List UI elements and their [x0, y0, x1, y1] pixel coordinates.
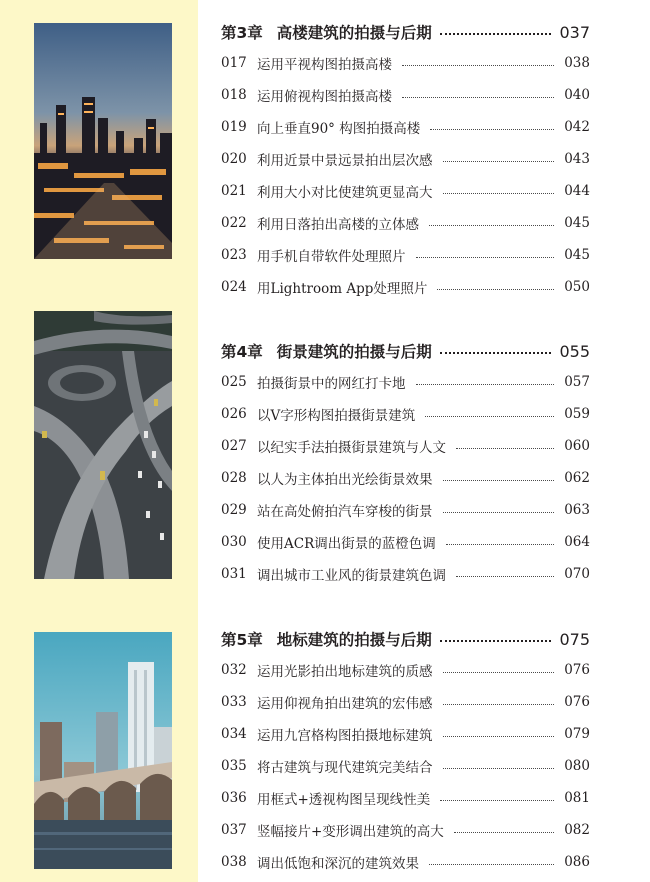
entry-number: 034 — [221, 726, 247, 742]
toc-entry[interactable] — [221, 467, 590, 489]
toc-entry[interactable] — [221, 659, 590, 681]
toc-entry[interactable] — [221, 244, 590, 266]
toc-entry[interactable] — [221, 723, 590, 745]
entry-number: 018 — [221, 87, 247, 103]
entry-title: 运用仰视角拍出建筑的宏伟感 — [257, 696, 433, 712]
entry-title: 以人为主体拍出光绘街景效果 — [257, 472, 433, 488]
toc-entry[interactable] — [221, 787, 590, 809]
bridge-and-skyscrapers-photo — [34, 632, 172, 869]
toc-entry[interactable] — [221, 212, 590, 234]
entry-page: 050 — [564, 279, 590, 295]
entry-number: 030 — [221, 534, 247, 550]
toc-entry[interactable] — [221, 499, 590, 521]
entry-page: 038 — [564, 55, 590, 71]
entry-number: 023 — [221, 247, 247, 263]
entry-page: 076 — [564, 694, 590, 710]
entry-title: 运用平视构图拍摄高楼 — [257, 57, 392, 73]
dot-leader — [443, 161, 555, 162]
entry-number: 026 — [221, 406, 247, 422]
entry-page: 044 — [564, 183, 590, 199]
entry-number: 037 — [221, 822, 247, 838]
entry-page: 082 — [564, 822, 590, 838]
chapter-number: 第5章 — [221, 631, 263, 649]
entry-page: 057 — [564, 374, 590, 390]
entry-number: 019 — [221, 119, 247, 135]
entry-number: 025 — [221, 374, 247, 390]
dot-leader — [446, 544, 554, 545]
entry-title: 利用大小对比使建筑更显高大 — [257, 185, 433, 201]
toc-entry[interactable] — [221, 819, 590, 841]
dot-leader — [429, 864, 554, 865]
toc-entry[interactable] — [221, 84, 590, 106]
dot-leader — [456, 576, 554, 577]
entry-title: 用框式+透视构图呈现线性美 — [257, 792, 431, 808]
toc-entry[interactable] — [221, 435, 590, 457]
chapter-page: 055 — [559, 341, 590, 361]
entry-number: 036 — [221, 790, 247, 806]
dot-leader — [443, 768, 555, 769]
dot-leader — [443, 193, 555, 194]
entry-title: 调出低饱和深沉的建筑效果 — [257, 856, 419, 872]
entry-number: 021 — [221, 183, 247, 199]
entry-title: 以V字形构图拍摄街景建筑 — [257, 408, 416, 424]
entry-page: 086 — [564, 854, 590, 870]
toc-entry[interactable] — [221, 180, 590, 202]
toc-entry[interactable] — [221, 148, 590, 170]
toc-entry[interactable] — [221, 371, 590, 393]
entry-title: 竖幅接片+变形调出建筑的高大 — [257, 824, 444, 840]
entry-page: 080 — [564, 758, 590, 774]
dot-leader — [425, 416, 554, 417]
chapter-heading[interactable] — [221, 339, 590, 363]
toc-entry[interactable] — [221, 116, 590, 138]
entry-title: 调出城市工业风的街景建筑色调 — [257, 568, 446, 584]
dot-leader — [454, 832, 554, 833]
toc-entry[interactable] — [221, 403, 590, 425]
entry-number: 032 — [221, 662, 247, 678]
dot-leader — [402, 65, 554, 66]
chapter-number: 第4章 — [221, 343, 263, 361]
dot-leader — [440, 640, 552, 642]
entry-title: 将古建筑与现代建筑完美结合 — [257, 760, 433, 776]
toc-entry[interactable] — [221, 755, 590, 777]
entry-number: 031 — [221, 566, 247, 582]
entry-number: 020 — [221, 151, 247, 167]
entry-page: 064 — [564, 534, 590, 550]
entry-page: 045 — [564, 215, 590, 231]
entry-number: 035 — [221, 758, 247, 774]
dot-leader — [430, 129, 554, 130]
dot-leader — [402, 97, 554, 98]
dot-leader — [440, 352, 552, 354]
entry-page: 042 — [564, 119, 590, 135]
entry-page: 076 — [564, 662, 590, 678]
entry-title: 站在高处俯拍汽车穿梭的街景 — [257, 504, 433, 520]
dot-leader — [443, 736, 555, 737]
entry-number: 027 — [221, 438, 247, 454]
entry-page: 059 — [564, 406, 590, 422]
entry-page: 063 — [564, 502, 590, 518]
toc-entry[interactable] — [221, 52, 590, 74]
highway-interchange-aerial-photo — [34, 311, 172, 579]
chapter-page: 037 — [559, 22, 590, 42]
entry-title: 以纪实手法拍摄街景建筑与人文 — [257, 440, 446, 456]
entry-page: 040 — [564, 87, 590, 103]
entry-title: 利用日落拍出高楼的立体感 — [257, 217, 419, 233]
city-night-skyline-photo — [34, 23, 172, 259]
chapter-heading[interactable] — [221, 20, 590, 44]
chapter-number: 第3章 — [221, 24, 263, 42]
dot-leader — [443, 672, 555, 673]
chapter-title: 高楼建筑的拍摄与后期 — [276, 24, 432, 42]
entry-number: 024 — [221, 279, 247, 295]
entry-page: 062 — [564, 470, 590, 486]
chapter-title: 街景建筑的拍摄与后期 — [276, 343, 432, 361]
chapter-title: 地标建筑的拍摄与后期 — [276, 631, 432, 649]
entry-number: 029 — [221, 502, 247, 518]
toc-entry[interactable] — [221, 563, 590, 585]
chapter-page: 075 — [559, 629, 590, 649]
entry-number: 038 — [221, 854, 247, 870]
toc-entry[interactable] — [221, 691, 590, 713]
entry-number: 017 — [221, 55, 247, 71]
dot-leader — [440, 800, 554, 801]
entry-page: 079 — [564, 726, 590, 742]
entry-title: 运用俯视构图拍摄高楼 — [257, 89, 392, 105]
entry-number: 033 — [221, 694, 247, 710]
entry-title: 用Lightroom App处理照片 — [257, 281, 428, 297]
dot-leader — [443, 704, 555, 705]
chapter-heading[interactable] — [221, 627, 590, 651]
dot-leader — [429, 225, 554, 226]
entry-page: 070 — [564, 566, 590, 582]
entry-number: 028 — [221, 470, 247, 486]
entry-title: 运用九宫格构图拍摄地标建筑 — [257, 728, 433, 744]
entry-title: 使用ACR调出街景的蓝橙色调 — [257, 536, 436, 552]
entry-page: 043 — [564, 151, 590, 167]
toc-entry[interactable] — [221, 276, 590, 298]
entry-title: 运用光影拍出地标建筑的质感 — [257, 664, 433, 680]
toc-entry[interactable] — [221, 851, 590, 873]
toc-entry[interactable] — [221, 531, 590, 553]
dot-leader — [416, 257, 555, 258]
entry-title: 利用近景中景远景拍出层次感 — [257, 153, 433, 169]
entry-page: 060 — [564, 438, 590, 454]
dot-leader — [443, 512, 555, 513]
entry-title: 向上垂直90° 构图拍摄高楼 — [257, 121, 421, 137]
entry-page: 045 — [564, 247, 590, 263]
dot-leader — [440, 33, 552, 35]
entry-title: 用手机自带软件处理照片 — [257, 249, 406, 265]
dot-leader — [443, 480, 555, 481]
dot-leader — [437, 289, 554, 290]
dot-leader — [456, 448, 554, 449]
entry-page: 081 — [564, 790, 590, 806]
dot-leader — [416, 384, 555, 385]
entry-number: 022 — [221, 215, 247, 231]
entry-title: 拍摄街景中的网红打卡地 — [257, 376, 406, 392]
